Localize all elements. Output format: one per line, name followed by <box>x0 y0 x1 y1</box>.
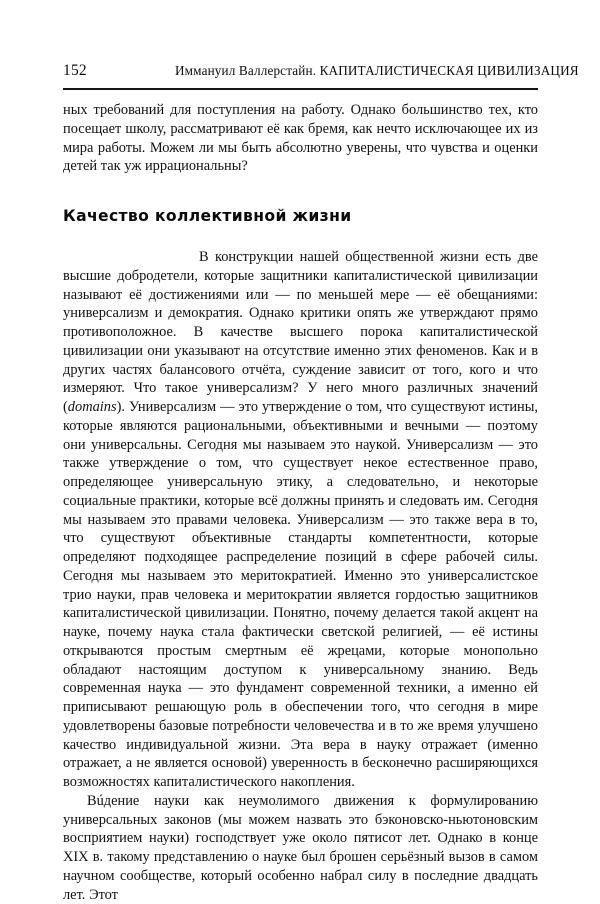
page-number: 152 <box>63 62 87 79</box>
spacer-before-heading <box>63 176 538 206</box>
section-heading: Качество коллективной жизни <box>63 207 352 225</box>
running-head <box>63 62 579 84</box>
paragraph-continuation: ных требований для поступления на работу. Однако большинство тех, кто посещает школу, рассматривают её как бремя, как нечто исключающее их из мира работы. Можем ли мы быть абсолютно уверены, что чувства и оценки детей так уж иррациональны? <box>63 102 538 175</box>
header-rule <box>63 88 538 90</box>
spacer-after-heading <box>63 226 538 248</box>
text-column <box>63 101 538 904</box>
paragraph-main <box>63 248 538 792</box>
running-head-title: Иммануил Валлерстайн. КАПИТАЛИСТИЧЕСКАЯ ЦИВИЛИЗАЦИЯ <box>175 63 579 78</box>
paragraph-main-part1: В конструкции нашей общественной жизни есть две высшие добродетели, которые защитники капиталистической цивилизации называют её достижениями или — по меньшей мере — её обещаниями: универсализм и демократия. Однако критики опять же утверждают прямо противоположное. В качестве высшего порока капиталистической цивилизации они указывают на отсутствие именно этих феноменов. Как и в других частях балансового отчёта, суждение зависит от того, кого и что измеряют. Что такое универсализм? У него много различных значений ( <box>63 249 538 415</box>
paragraph-last: Вúдение науки как неумолимого движения к формулированию универсальных законов (мы можем назвать это бэконовско-ньютоновским восприятием науки) господствует уже около пятисот лет. Однако в конце XIX в. такому представлению о науке был брошен серьёзный вызов в самом научном сообществе, который особенно набрал силу в последние двадцать лет. Этот <box>63 792 538 903</box>
paragraph-main-part2: ). Универсализм — это утверждение о том, что существуют истины, которые являются рациональными, объективными и вечными — поэтому они универсальны. Сегодня мы называем это наукой. Универсализм — это также утверждение о том, что существует некое естественное право, определяющее универсальную этику, а следовательно, и некоторые социальные практики, которые всё должны принять и следовать им. Сегодня мы называем это правами человека. Универсализм — это также вера в то, что существуют объективные стандарты компетентности, которые определяют подходящее распределение позиций в сфере рабочей силы. Сегодня мы называем это меритократией. Именно это универсалистское трио науки, прав человека и меритократии является гордостью защитников капиталистической цивилизации. Понятно, почему делается такой акцент на науке, почему наука стала фактически светской религией, — её истины открываются простым смертным её жрецами, которые монопольно обладают настоящим доступом к универсальному знанию. Ведь современная наука — это фундамент современной техники, а именно ей приписывают решающую роль в обеспечении того, что сегодня в мире удовлетворены базовые потребности человечества и в то же время улучшено качество индивидуальной жизни. Эта вера в науку отражает (именно отражает, а не является основой) уверенность в бесконечно расширяющихся возможностях капиталистического накопления. <box>63 399 538 790</box>
latin-term-domains: domains <box>67 399 117 415</box>
